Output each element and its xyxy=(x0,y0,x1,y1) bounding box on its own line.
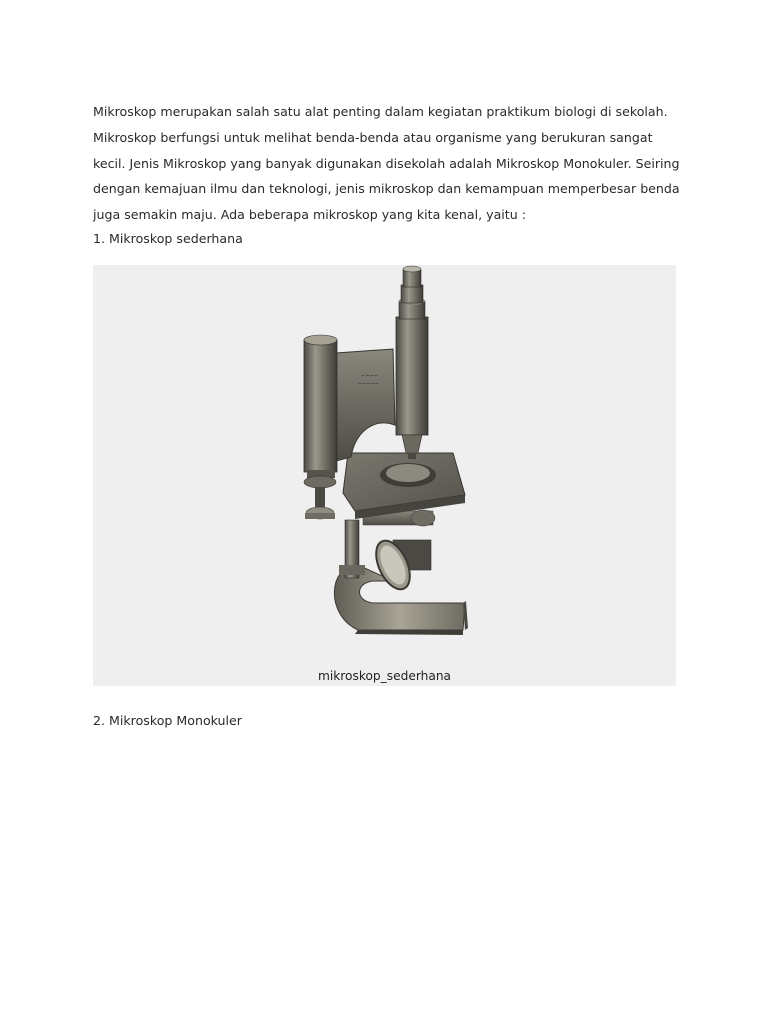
intro-line: dengan kemajuan ilmu dan teknologi, jenis mikroskop dan kemampuan memperbesar benda xyxy=(93,181,680,197)
intro-line: kecil. Jenis Mikroskop yang banyak digunakan disekolah adalah Mikroskop Monokuler. Seiring xyxy=(93,155,680,171)
intro-line: Mikroskop merupakan salah satu alat penting dalam kegiatan praktikum biologi di sekolah. xyxy=(93,104,668,119)
section-heading-monocular-microscope: 2. Mikroskop Monokuler xyxy=(93,713,242,728)
intro-paragraph xyxy=(93,99,683,228)
engraving-mark: ~~~~ xyxy=(361,373,378,379)
intro-line: Mikroskop berfungsi untuk melihat benda-benda atau organisme yang berukuran sangat xyxy=(93,129,653,145)
microscope-image xyxy=(93,265,676,686)
intro-line: juga semakin maju. Ada beberapa mikroskop yang kita kenal, yaitu : xyxy=(93,207,526,223)
section-heading-simple-microscope: 1. Mikroskop sederhana xyxy=(93,231,243,246)
microscope-figure xyxy=(93,265,676,686)
figure-caption: mikroskop_sederhana xyxy=(317,669,452,683)
engraving-mark: ~~~~~ xyxy=(358,381,379,387)
